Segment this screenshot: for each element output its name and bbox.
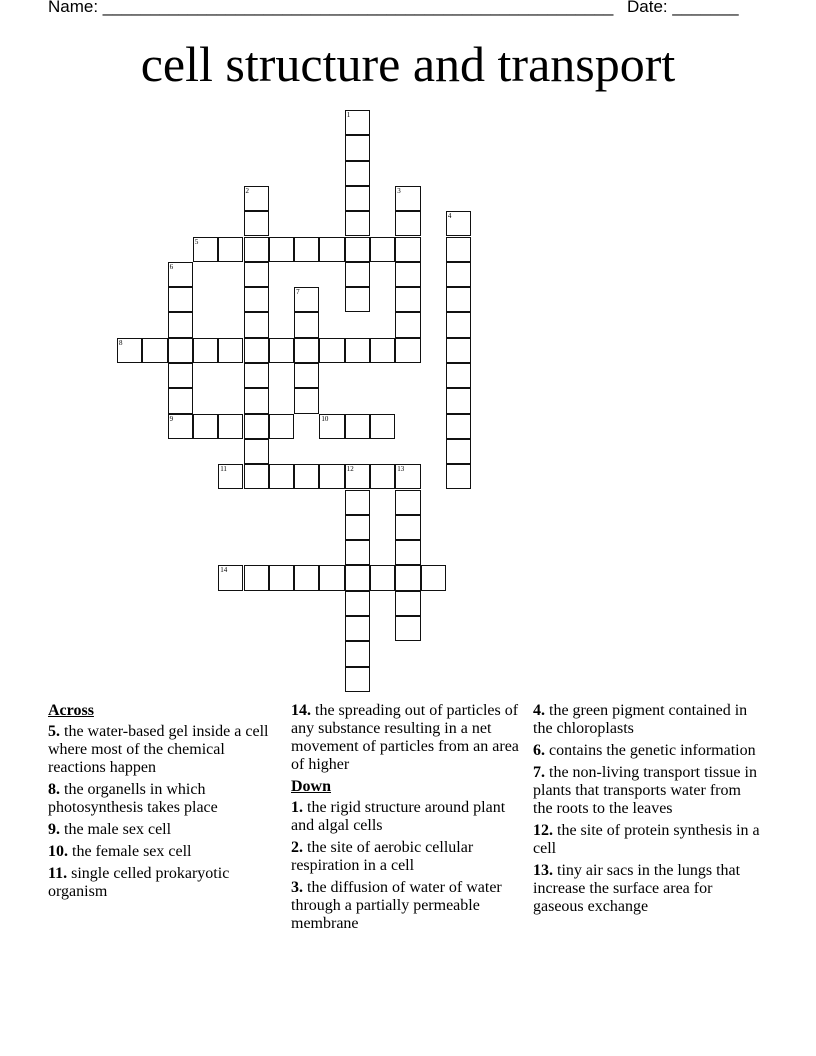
clue-across-9: 9. the male sex cell bbox=[48, 821, 172, 838]
grid-cell[interactable] bbox=[319, 237, 344, 262]
grid-cell[interactable] bbox=[168, 262, 193, 287]
grid-cell[interactable] bbox=[294, 565, 319, 590]
clue-down-1: 1. the rigid structure around plant and algal cells bbox=[291, 799, 506, 834]
grid-cell[interactable] bbox=[395, 565, 420, 590]
clue-number: 4 bbox=[447, 212, 452, 221]
grid-cell[interactable] bbox=[370, 464, 395, 489]
grid-cell[interactable] bbox=[446, 262, 471, 287]
grid-cell[interactable] bbox=[370, 565, 395, 590]
grid-cell[interactable] bbox=[168, 363, 193, 388]
grid-cell[interactable] bbox=[294, 237, 319, 262]
grid-cell[interactable] bbox=[117, 338, 142, 363]
grid-cell[interactable] bbox=[294, 338, 319, 363]
clue-number: 7 bbox=[296, 288, 300, 297]
grid-cell[interactable] bbox=[168, 414, 193, 439]
grid-cell[interactable] bbox=[370, 237, 395, 262]
down-heading: Down bbox=[291, 778, 332, 795]
grid-cell[interactable] bbox=[294, 287, 319, 312]
clue-number: 13 bbox=[397, 465, 405, 474]
grid-cell[interactable] bbox=[168, 287, 193, 312]
grid-cell[interactable] bbox=[294, 363, 319, 388]
grid-cell[interactable] bbox=[446, 414, 471, 439]
grid-cell[interactable] bbox=[345, 237, 370, 262]
page-title: cell structure and transport bbox=[140, 36, 676, 92]
grid-cell[interactable] bbox=[193, 237, 218, 262]
grid-cell[interactable] bbox=[395, 262, 420, 287]
grid-cell[interactable] bbox=[244, 237, 269, 262]
grid-cell[interactable] bbox=[446, 388, 471, 413]
grid-cell[interactable] bbox=[395, 338, 420, 363]
clues-column-1 bbox=[48, 702, 273, 905]
grid-cell[interactable] bbox=[294, 464, 319, 489]
grid-cell[interactable] bbox=[395, 515, 420, 540]
grid-cell[interactable] bbox=[395, 616, 420, 641]
grid-cell[interactable] bbox=[244, 439, 269, 464]
clue-down-3: 3. the diffusion of water of water through a partially permeable membrane bbox=[291, 879, 502, 932]
grid-cell[interactable] bbox=[446, 237, 471, 262]
grid-cell[interactable] bbox=[244, 414, 269, 439]
clue-number: 5 bbox=[194, 237, 199, 246]
grid-cell[interactable] bbox=[345, 414, 370, 439]
grid-cell[interactable] bbox=[244, 363, 269, 388]
grid-cell[interactable] bbox=[395, 490, 420, 515]
clue-number: 6 bbox=[169, 262, 174, 271]
grid-cell[interactable] bbox=[168, 388, 193, 413]
grid-cell[interactable] bbox=[395, 312, 420, 337]
grid-cell[interactable] bbox=[193, 338, 218, 363]
clue-number: 1 bbox=[346, 111, 351, 119]
grid-cell[interactable] bbox=[446, 439, 471, 464]
grid-cell[interactable] bbox=[345, 540, 370, 565]
grid-cell[interactable] bbox=[345, 591, 370, 616]
grid-cell[interactable] bbox=[345, 565, 370, 590]
grid-cell[interactable] bbox=[395, 591, 420, 616]
grid-cell[interactable] bbox=[244, 312, 269, 337]
clue-across-5: 5. the water-based gel inside a cell where most of the chemical reactions happen bbox=[48, 723, 269, 776]
grid-cell[interactable] bbox=[345, 464, 370, 489]
grid-cell[interactable] bbox=[269, 338, 294, 363]
name-field: Name: ______________________________________________________ bbox=[48, 0, 614, 16]
grid-cell[interactable] bbox=[345, 135, 370, 160]
grid-cell[interactable] bbox=[269, 565, 294, 590]
grid-cell[interactable] bbox=[345, 338, 370, 363]
across-heading: Across bbox=[48, 702, 94, 719]
grid-cell[interactable] bbox=[294, 388, 319, 413]
grid-cell[interactable] bbox=[269, 414, 294, 439]
grid-cell[interactable] bbox=[370, 338, 395, 363]
grid-cell[interactable] bbox=[345, 667, 370, 692]
grid-cell[interactable] bbox=[319, 414, 344, 439]
clue-down-2: 2. the site of aerobic cellular respiration in a cell bbox=[291, 839, 474, 874]
clue-number: 2 bbox=[245, 186, 249, 195]
clue-down-13: 13. tiny air sacs in the lungs that increase the surface area for gaseous exchange bbox=[533, 862, 741, 915]
clue-across-8: 8. the organells in which photosynthesis takes place bbox=[48, 781, 218, 816]
clue-down-4: 4. the green pigment contained in the chloroplasts bbox=[533, 702, 748, 737]
grid-cell[interactable] bbox=[269, 237, 294, 262]
grid-cell[interactable] bbox=[446, 287, 471, 312]
grid-cell[interactable] bbox=[244, 565, 269, 590]
grid-cell[interactable] bbox=[345, 490, 370, 515]
clues-column-2 bbox=[291, 702, 526, 937]
clue-number: 12 bbox=[346, 465, 354, 474]
grid-cell[interactable] bbox=[218, 565, 243, 590]
grid-cell[interactable] bbox=[319, 338, 344, 363]
grid-cell[interactable] bbox=[395, 464, 420, 489]
grid-cell[interactable] bbox=[244, 211, 269, 236]
grid-cell[interactable] bbox=[244, 464, 269, 489]
grid-cell[interactable] bbox=[345, 262, 370, 287]
grid-cell[interactable] bbox=[395, 211, 420, 236]
clue-down-7: 7. the non-living transport tissue in plants that transports water from the roots to the leaves bbox=[533, 764, 757, 817]
grid-cell[interactable] bbox=[319, 464, 344, 489]
grid-cell[interactable] bbox=[218, 237, 243, 262]
clue-across-11: 11. single celled prokaryotic organism bbox=[48, 865, 230, 900]
grid-cell[interactable] bbox=[218, 338, 243, 363]
grid-cell[interactable] bbox=[244, 287, 269, 312]
grid-cell[interactable] bbox=[294, 312, 319, 337]
clue-number: 11 bbox=[220, 465, 227, 474]
clue-across-14: 14. the spreading out of particles of any substance resulting in a net movement of particles from an area of higher bbox=[291, 702, 519, 773]
grid-cell[interactable] bbox=[345, 616, 370, 641]
grid-cell[interactable] bbox=[142, 338, 167, 363]
grid-cell[interactable] bbox=[370, 414, 395, 439]
grid-cell[interactable] bbox=[193, 414, 218, 439]
grid-cell[interactable] bbox=[244, 262, 269, 287]
clue-down-6: 6. contains the genetic information bbox=[533, 742, 756, 759]
clue-number: 8 bbox=[119, 338, 123, 347]
clues-column-3 bbox=[533, 702, 763, 920]
grid-cell[interactable] bbox=[345, 110, 370, 135]
clue-number: 10 bbox=[321, 414, 329, 423]
grid-cell[interactable] bbox=[395, 287, 420, 312]
clue-number: 9 bbox=[169, 414, 174, 423]
date-field: Date: _______ bbox=[627, 0, 739, 16]
grid-cell[interactable] bbox=[446, 211, 471, 236]
grid-cell[interactable] bbox=[395, 237, 420, 262]
grid-cell[interactable] bbox=[446, 312, 471, 337]
grid-cell[interactable] bbox=[446, 338, 471, 363]
clue-down-12: 12. the site of protein synthesis in a cell bbox=[533, 822, 760, 857]
grid-cell[interactable] bbox=[421, 565, 446, 590]
clue-number: 14 bbox=[220, 566, 228, 575]
grid-cell[interactable] bbox=[345, 211, 370, 236]
grid-cell[interactable] bbox=[395, 186, 420, 211]
clue-across-10: 10. the female sex cell bbox=[48, 843, 192, 860]
grid-cell[interactable] bbox=[319, 565, 344, 590]
grid-cell[interactable] bbox=[345, 287, 370, 312]
grid-cell[interactable] bbox=[345, 161, 370, 186]
clue-number: 3 bbox=[397, 186, 401, 195]
grid-cell[interactable] bbox=[345, 515, 370, 540]
grid-cell[interactable] bbox=[244, 338, 269, 363]
grid-cell[interactable] bbox=[218, 414, 243, 439]
grid-cell[interactable] bbox=[446, 464, 471, 489]
grid-cell[interactable] bbox=[168, 338, 193, 363]
grid-cell[interactable] bbox=[345, 186, 370, 211]
grid-cell[interactable] bbox=[345, 641, 370, 666]
grid-cell[interactable] bbox=[218, 464, 243, 489]
grid-cell[interactable] bbox=[269, 464, 294, 489]
grid-cell[interactable] bbox=[244, 186, 269, 211]
grid-cell[interactable] bbox=[168, 312, 193, 337]
grid-cell[interactable] bbox=[244, 388, 269, 413]
grid-cell[interactable] bbox=[395, 540, 420, 565]
grid-cell[interactable] bbox=[446, 363, 471, 388]
